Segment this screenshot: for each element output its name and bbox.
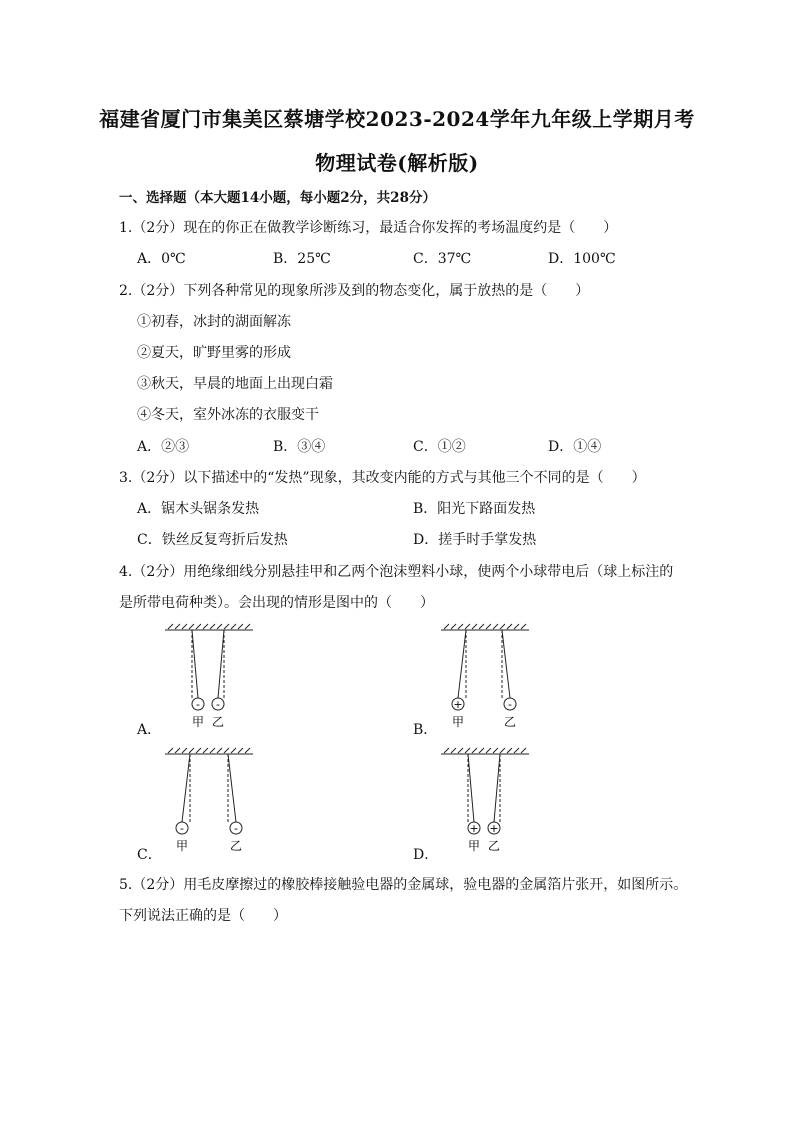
q4-option-a: A． [137, 722, 162, 738]
label-yi: 乙 [211, 715, 225, 729]
q2-item-1: ①初春，冰封的湖面解冻 [137, 314, 291, 330]
q4-diagram-c [160, 744, 260, 859]
question-4-stem-line-1: 4.（2分）用绝缘细线分别悬挂甲和乙两个泡沫塑料小球，使两个小球带电后（球上标注的 [119, 564, 674, 580]
q2-option-b: B．③④ [273, 439, 326, 455]
exam-title-line-1: 福建省厦门市集美区蔡塘学校2023-2024学年九年级上学期月考 [99, 107, 695, 131]
q1-option-c: C．37℃ [413, 251, 472, 267]
ball-jia-charge: - [180, 822, 184, 835]
ceiling-hatch [165, 748, 253, 754]
label-yi: 乙 [229, 839, 243, 853]
label-jia: 甲 [467, 839, 481, 853]
question-3-stem: 3.（2分）以下描述中的“发热”现象，其改变内能的方式与其他三个不同的是（ ） [119, 470, 646, 486]
label-jia: 甲 [191, 715, 205, 729]
question-5-stem-line-1: 5.（2分）用毛皮摩擦过的橡胶棒接触验电器的金属球，验电器的金属箔片张开，如图所示。 [119, 877, 688, 893]
thread-right [494, 754, 500, 822]
q4-diagram-a [160, 620, 260, 735]
q2-item-3: ③秋天，早晨的地面上出现白霜 [137, 376, 333, 392]
ball-yi-charge: + [489, 822, 499, 835]
thread-left [182, 754, 190, 822]
label-jia: 甲 [175, 839, 189, 853]
section-heading: 一、选择题（本大题14小题，每小题2分，共28分） [119, 190, 436, 206]
thread-left [458, 630, 466, 698]
q3-option-d: D．搓手时手掌发热 [413, 532, 537, 548]
q3-option-c: C．铁丝反复弯折后发热 [137, 532, 288, 548]
ceiling-hatch [441, 748, 529, 754]
exam-title-line-2: 物理试卷(解析版) [315, 151, 479, 175]
thread-left [468, 754, 474, 822]
q1-option-b: B．25℃ [273, 251, 331, 267]
q4-diagram-d [436, 744, 536, 859]
q4-option-b: B． [413, 722, 438, 738]
q4-diagram-b [436, 620, 536, 735]
q2-option-d: D．①④ [548, 439, 602, 455]
ceiling-hatch [441, 624, 529, 630]
q1-option-a: A．0℃ [137, 251, 186, 267]
q2-option-a: A．②③ [137, 439, 190, 455]
q2-option-c: C．①② [413, 439, 466, 455]
ball-yi-charge: - [508, 698, 512, 711]
thread-left [192, 630, 198, 698]
ball-jia-charge: + [469, 822, 479, 835]
question-2-stem: 2.（2分）下列各种常见的现象所涉及到的物态变化，属于放热的是（ ） [119, 283, 590, 299]
q2-item-4: ④冬天，室外冰冻的衣服变干 [137, 407, 319, 423]
ball-yi-charge: - [216, 698, 220, 711]
ball-yi-charge: - [234, 822, 238, 835]
q3-option-a: A．锯木头锯条发热 [137, 501, 260, 517]
q2-item-2: ②夏天，旷野里雾的形成 [137, 345, 291, 361]
question-4-stem-line-2: 是所带电荷种类）。会出现的情形是图中的（ ） [119, 595, 434, 611]
thread-right [218, 630, 224, 698]
label-jia: 甲 [451, 715, 465, 729]
ball-jia-charge: - [196, 698, 200, 711]
ceiling-hatch [165, 624, 253, 630]
q1-option-d: D．100℃ [548, 251, 616, 267]
ball-jia-charge: + [453, 698, 463, 711]
q3-option-b: B．阳光下路面发热 [413, 501, 536, 517]
q4-option-c: C． [137, 847, 162, 863]
thread-right [502, 630, 510, 698]
question-5-stem-line-2: 下列说法正确的是（ ） [119, 908, 287, 924]
q4-option-d: D． [413, 847, 439, 863]
question-1-stem: 1.（2分）现在的你正在做教学诊断练习，最适合你发挥的考场温度约是（ ） [119, 220, 618, 236]
label-yi: 乙 [487, 839, 501, 853]
thread-right [228, 754, 236, 822]
label-yi: 乙 [503, 715, 517, 729]
